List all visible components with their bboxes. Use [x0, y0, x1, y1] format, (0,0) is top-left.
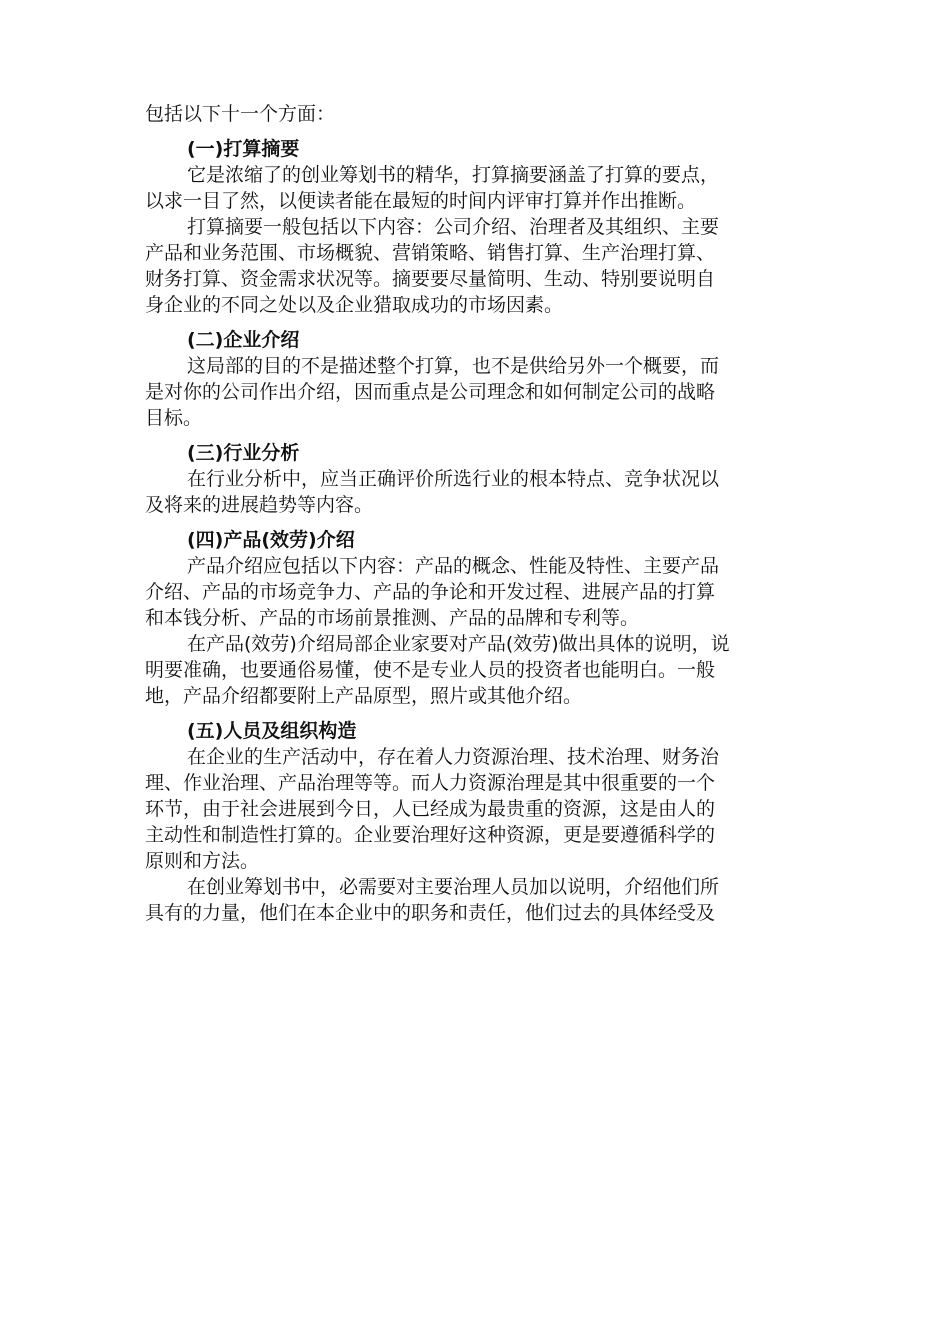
text-line: 打算摘要一般包括以下内容：公司介绍、治理者及其组织、主要 [187, 216, 720, 238]
text-line: 环节，由于社会进展到今日，人已经成为最贵重的资源，这是由人的 [145, 798, 716, 820]
paragraph [145, 631, 795, 709]
paragraph [145, 744, 795, 874]
text-line: 地，产品介绍都要附上产品原型，照片或其他介绍。 [145, 685, 583, 707]
text-line: 财务打算、资金需求状况等。摘要要尽量简明、生动、特别要说明自 [145, 268, 716, 290]
text-line: 它是浓缩了的创业筹划书的精华，打算摘要涵盖了打算的要点， [187, 164, 720, 186]
text-line: 明要准确，也要通俗易懂，使不是专业人员的投资者也能明白。一般 [145, 659, 716, 681]
text-line: 产品介绍应包括以下内容：产品的概念、性能及特性、主要产品 [187, 555, 720, 577]
section-heading: (五)人员及组织构造 [187, 720, 357, 742]
section-heading: (二)企业介绍 [187, 329, 300, 351]
text-line: 介绍、产品的市场竞争力、产品的争论和开发过程、进展产品的打算 [145, 581, 716, 603]
text-line: 及将来的进展趋势等内容。 [145, 494, 374, 516]
text-line: 在产品(效劳)介绍局部企业家要对产品(效劳)做出具体的说明，说 [187, 633, 730, 655]
text-line: 目标。 [145, 407, 203, 429]
text-line: 身企业的不同之处以及企业猎取成功的市场因素。 [145, 294, 564, 316]
paragraph [145, 553, 795, 631]
text-line: 在行业分析中，应当正确评价所选行业的根本特点、竞争状况以 [187, 468, 720, 490]
text-line: 在创业筹划书中，必需要对主要治理人员加以说明，介绍他们所 [187, 876, 720, 898]
section-heading: (三)行业分析 [187, 442, 300, 464]
text-line: 和本钱分析、产品的市场前景推测、产品的品牌和专利等。 [145, 607, 640, 629]
text-line: 理、作业治理、产品治理等等。而人力资源治理是其中很重要的一个 [145, 772, 716, 794]
text-line: 主动性和制造性打算的。企业要治理好这种资源，更是要遵循科学的 [145, 824, 716, 846]
text-line: 这局部的目的不是描述整个打算，也不是供给另外一个概要，而 [187, 355, 720, 377]
text-line: 是对你的公司作出介绍，因而重点是公司理念和如何制定公司的战略 [145, 381, 716, 403]
paragraph [145, 874, 795, 926]
paragraph [145, 162, 795, 214]
text-line: 产品和业务范围、市场概貌、营销策略、销售打算、生产治理打算、 [145, 242, 716, 264]
text-line: 具有的力量，他们在本企业中的职务和责任，他们过去的具体经受及 [145, 902, 716, 924]
text-line: 以求一目了然，以便读者能在最短的时间内评审打算并作出推断。 [145, 190, 697, 212]
document-sections [145, 136, 795, 926]
document-page [145, 101, 795, 926]
paragraph [145, 214, 795, 318]
text-line: 在企业的生产活动中，存在着人力资源治理、技术治理、财务治 [187, 746, 720, 768]
section-heading: (一)打算摘要 [187, 138, 300, 160]
paragraph [145, 353, 795, 431]
section-heading: (四)产品(效劳)介绍 [187, 529, 355, 551]
paragraph [145, 466, 795, 518]
intro-text: 包括以下十一个方面： [145, 103, 336, 125]
text-line: 原则和方法。 [145, 850, 260, 872]
